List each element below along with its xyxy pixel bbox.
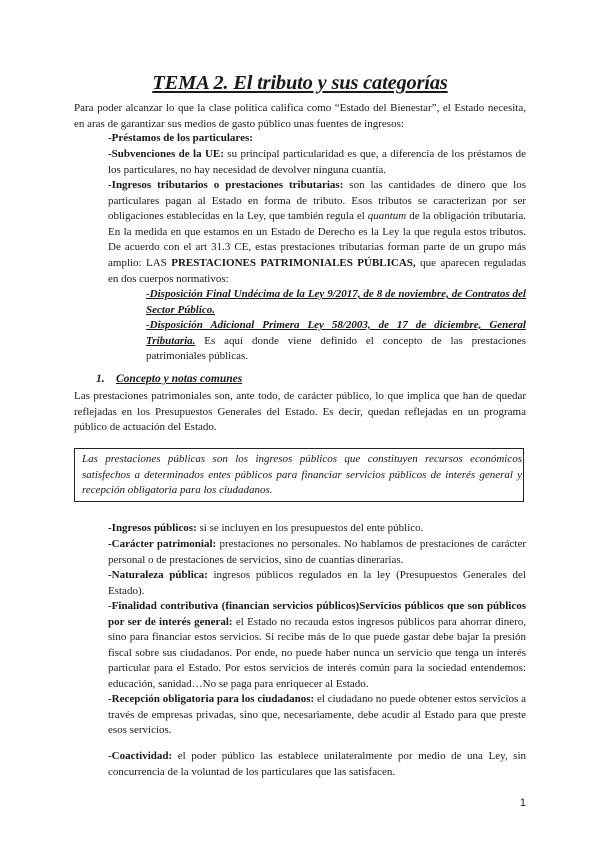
prestaciones-term: PRESTACIONES PATRIMONIALES PÚBLICAS, <box>171 256 416 269</box>
quantum-term: quantum <box>367 210 407 223</box>
source-text: son las cantidades de dinero que los particulares pagan al Estado en forma de tributo. Esos tributos se caracterizan por ser obligaciones establecidas en la Ley, que también regula el <box>108 179 526 223</box>
note-text: si se incluyen en los presupuestos del ente público. <box>196 522 424 534</box>
regulation-item-ley-58-2003 <box>146 318 526 365</box>
source-label: -Ingresos tributarios o prestaciones tributarias: <box>108 179 344 191</box>
note-label: -Ingresos públicos: <box>108 522 197 534</box>
note-label: -Coactividad: <box>108 750 173 762</box>
source-text: que aparecen reguladas en dos cuerpos normativos: <box>108 256 527 285</box>
regulation-title: -Disposición Final Undécima de la Ley 9/2017, de 8 de noviembre, de Contratos del Sector Público. <box>146 288 526 316</box>
note-text: el ciudadano no puede obtener estos servicios a través de empresas privadas, sino que, necesariamente, debe acudir al Estado para que preste esos servicios. <box>108 693 527 737</box>
definition-text: Las prestaciones públicas son los ingresos públicos que constituyen recursos económicos satisfechos a determinados entes públicos para financiar servicios públicos de interés general y recepción obligatoria para los ciudadanos. <box>82 453 522 497</box>
source-item-subvenciones <box>108 147 526 178</box>
note-item-coactividad <box>108 749 526 780</box>
note-label: -Recepción obligatoria para los ciudadanos: <box>108 693 315 705</box>
note-text: el poder público las establece unilateralmente por medio de una Ley, sin concurrencia de la voluntad de los particulares que las satisfacen. <box>108 750 526 778</box>
note-label: -Carácter patrimonial: <box>108 538 217 550</box>
page-title: TEMA 2. El tributo y sus categorías <box>152 72 448 94</box>
source-text: su principal particularidad es que, a diferencia de los préstamos de los particulares, no hay necesidad de devolver ninguna cuantía. <box>108 148 526 176</box>
section-number: 1. <box>96 373 105 385</box>
intro-paragraph: Para poder alcanzar lo que la clase política califica como “Estado del Bienestar”, el Estado necesita, en aras de garantizar sus medios de gasto público unas fuentes de ingresos: <box>74 102 526 130</box>
note-item-naturaleza-publica <box>108 568 526 599</box>
regulation-item-ley-9-2017 <box>146 287 526 318</box>
section-title: Concepto y notas comunes <box>116 373 243 385</box>
note-label: -Finalidad contributiva (financian servicios públicos)Servicios públicos que son públicos por ser de interés general: <box>108 600 526 628</box>
regulation-text: Es aquí donde viene definido el concepto de las prestaciones patrimoniales públicas. <box>146 334 526 363</box>
note-item-recepcion-obligatoria <box>108 692 526 739</box>
regulation-title: -Disposición Adicional Primera Ley 58/2003, de 17 de diciembre, General Tributaria. <box>146 319 526 347</box>
note-label: -Naturaleza pública: <box>108 569 208 581</box>
page-number: 1 <box>519 797 526 809</box>
note-item-finalidad-contributiva <box>108 599 526 693</box>
note-text: ingresos públicos regulados en la ley (Presupuestos Generales del Estado). <box>108 569 526 597</box>
section-heading <box>96 373 242 385</box>
note-item-caracter-patrimonial <box>108 537 526 568</box>
source-item-ingresos-tributarios <box>108 178 526 287</box>
source-label: -Subvenciones de la UE: <box>108 148 224 160</box>
note-text: prestaciones no personales. No hablamos de prestaciones de carácter personal o de prestaciones de servicios, sino de cuantías dinerarias. <box>108 538 526 566</box>
note-item-ingresos-publicos <box>108 521 526 537</box>
source-item-prestamos <box>108 131 526 147</box>
section-paragraph: Las prestaciones patrimoniales son, ante todo, de carácter público, lo que implica que han de quedar reflejadas en los Presupuestos Generales del Estado. Es decir, quedan reflejadas en un programa público de actuación del Estado. <box>74 390 526 434</box>
note-text: el Estado no recauda estos ingresos públicos para ahorrar dinero, sino para financiar estos servicios. Si recibe más de lo que puede gastar debe bajar la presión fiscal sobre sus ciudadanos. Por ende, no puede haber nunca un servicio que tenga un interés particular para el Estado. Por estos servicios de interés común para la sociedad entendemos: educación, sanidad…No se paga para enriquecer al Estado. <box>108 615 526 690</box>
source-text: de la obligación tributaria. En la medida en que estamos en un Estado de Derecho es la Ley la que regula estos tributos. De acuerdo con el art 31.3 CE, estas prestaciones tributarias forman parte de un grupo más amplio: LAS <box>108 210 526 269</box>
source-label: -Préstamos de los particulares: <box>108 132 253 144</box>
